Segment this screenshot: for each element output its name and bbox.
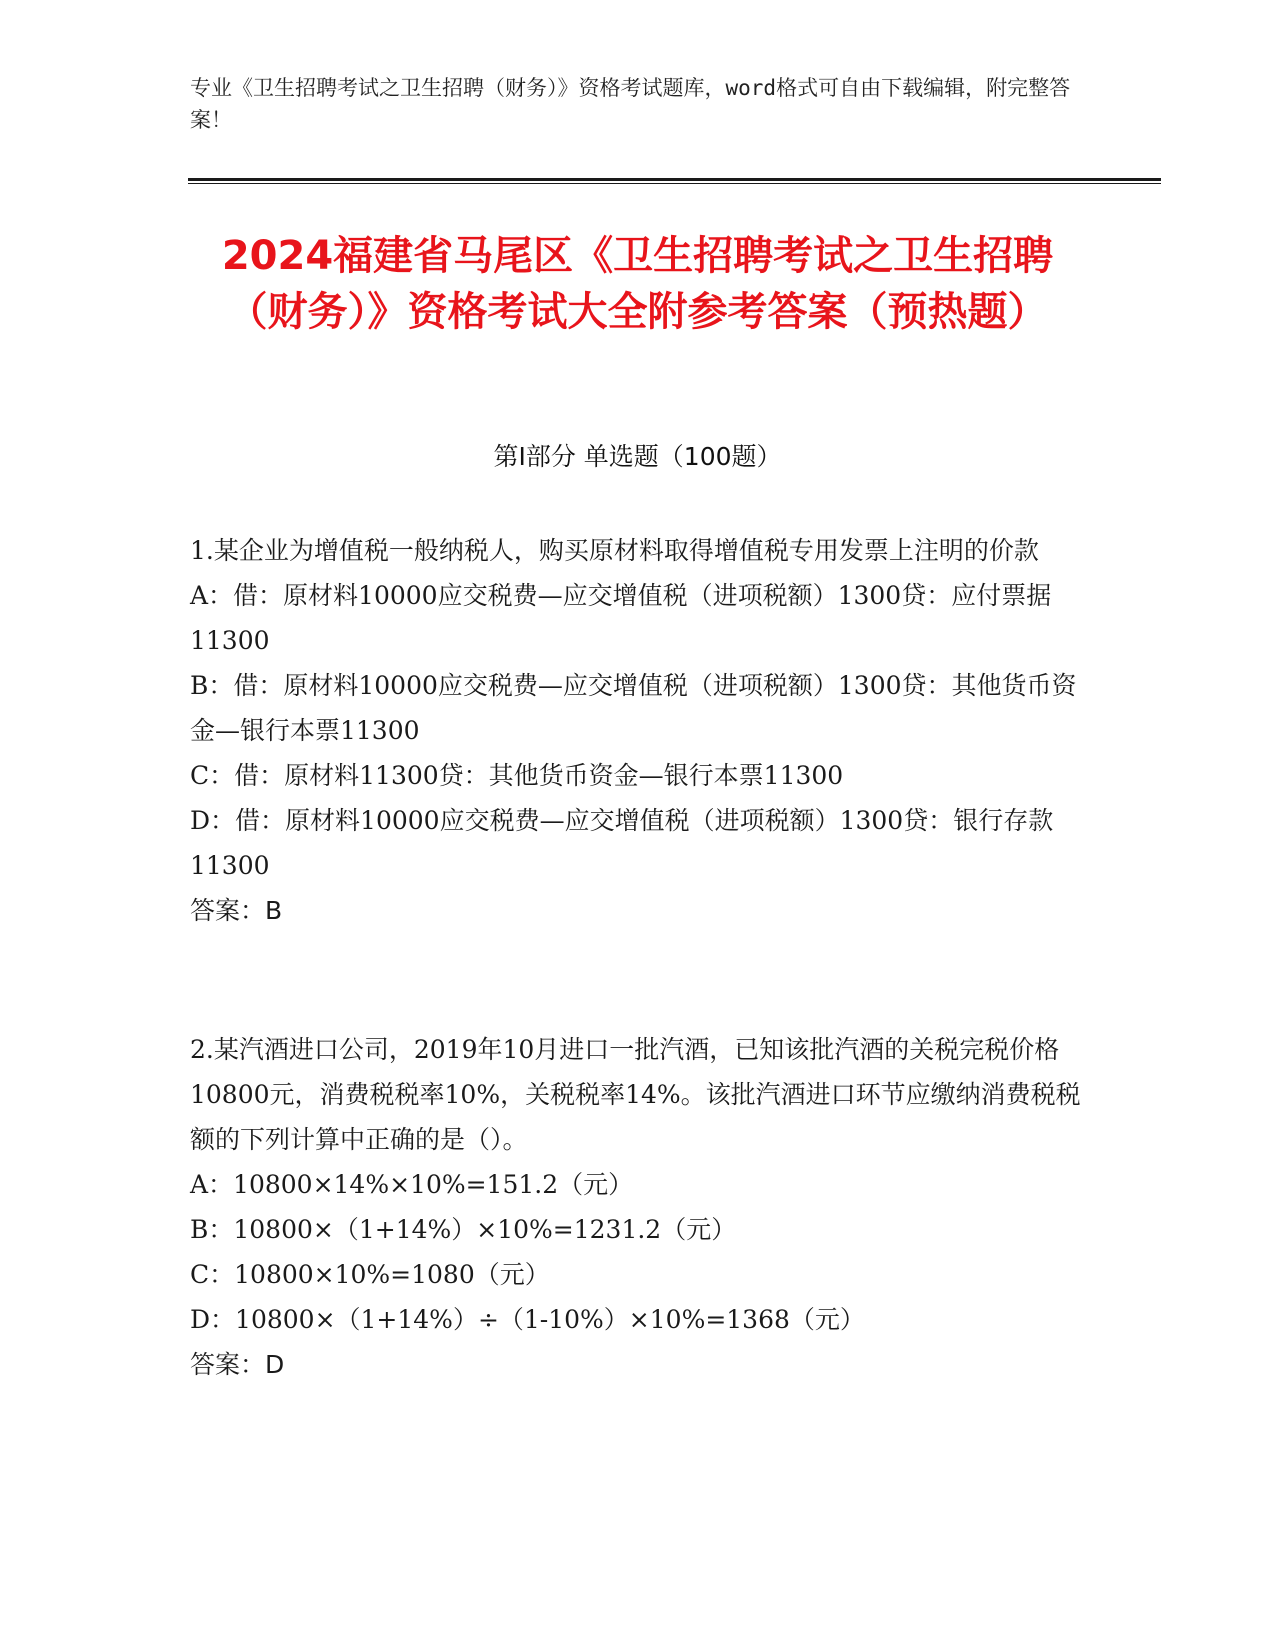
document-title: 2024福建省马尾区《卫生招聘考试之卫生招聘（财务）》资格考试大全附参考答案（预热题） bbox=[221, 233, 1054, 335]
option-c: C：借：原材料11300贷：其他货币资金—银行本票11300 bbox=[190, 761, 844, 790]
option-d: D：借：原材料10000应交税费—应交增值税（进项税额）1300贷：银行存款11300 bbox=[190, 806, 1054, 880]
option-a: A：10800×14%×10%=151.2（元） bbox=[190, 1170, 634, 1199]
header-divider-thick bbox=[188, 178, 1161, 181]
option-b: B：10800×（1+14%）×10%=1231.2（元） bbox=[190, 1215, 737, 1244]
question-text: 2.某汽酒进口公司，2019年10月进口一批汽酒，已知该批汽酒的关税完税价格10800元，消费税税率10%，关税税率14%。该批汽酒进口环节应缴纳消费税税额的下列计算中正确的是（）。 bbox=[190, 1035, 1081, 1154]
option-d: D：10800×（1+14%）÷（1-10%）×10%=1368（元） bbox=[190, 1305, 865, 1334]
question-block bbox=[190, 1027, 1085, 1387]
answer-line: 答案：D bbox=[190, 1350, 285, 1379]
header-divider-thin bbox=[188, 183, 1161, 184]
question-text: 1.某企业为增值税一般纳税人，购买原材料取得增值税专用发票上注明的价款 bbox=[190, 536, 1039, 565]
option-c: C：10800×10%=1080（元） bbox=[190, 1260, 550, 1289]
option-a: A：借：原材料10000应交税费—应交增值税（进项税额）1300贷：应付票据11300 bbox=[190, 581, 1052, 655]
question-block bbox=[190, 528, 1085, 933]
header-note: 专业《卫生招聘考试之卫生招聘（财务）》资格考试题库，word格式可自由下载编辑，附完整答案！ bbox=[190, 76, 1071, 132]
answer-line: 答案：B bbox=[190, 896, 283, 925]
option-b: B：借：原材料10000应交税费—应交增值税（进项税额）1300贷：其他货币资金—银行本票11300 bbox=[190, 671, 1077, 745]
section-heading: 第I部分 单选题（100题） bbox=[493, 442, 782, 471]
